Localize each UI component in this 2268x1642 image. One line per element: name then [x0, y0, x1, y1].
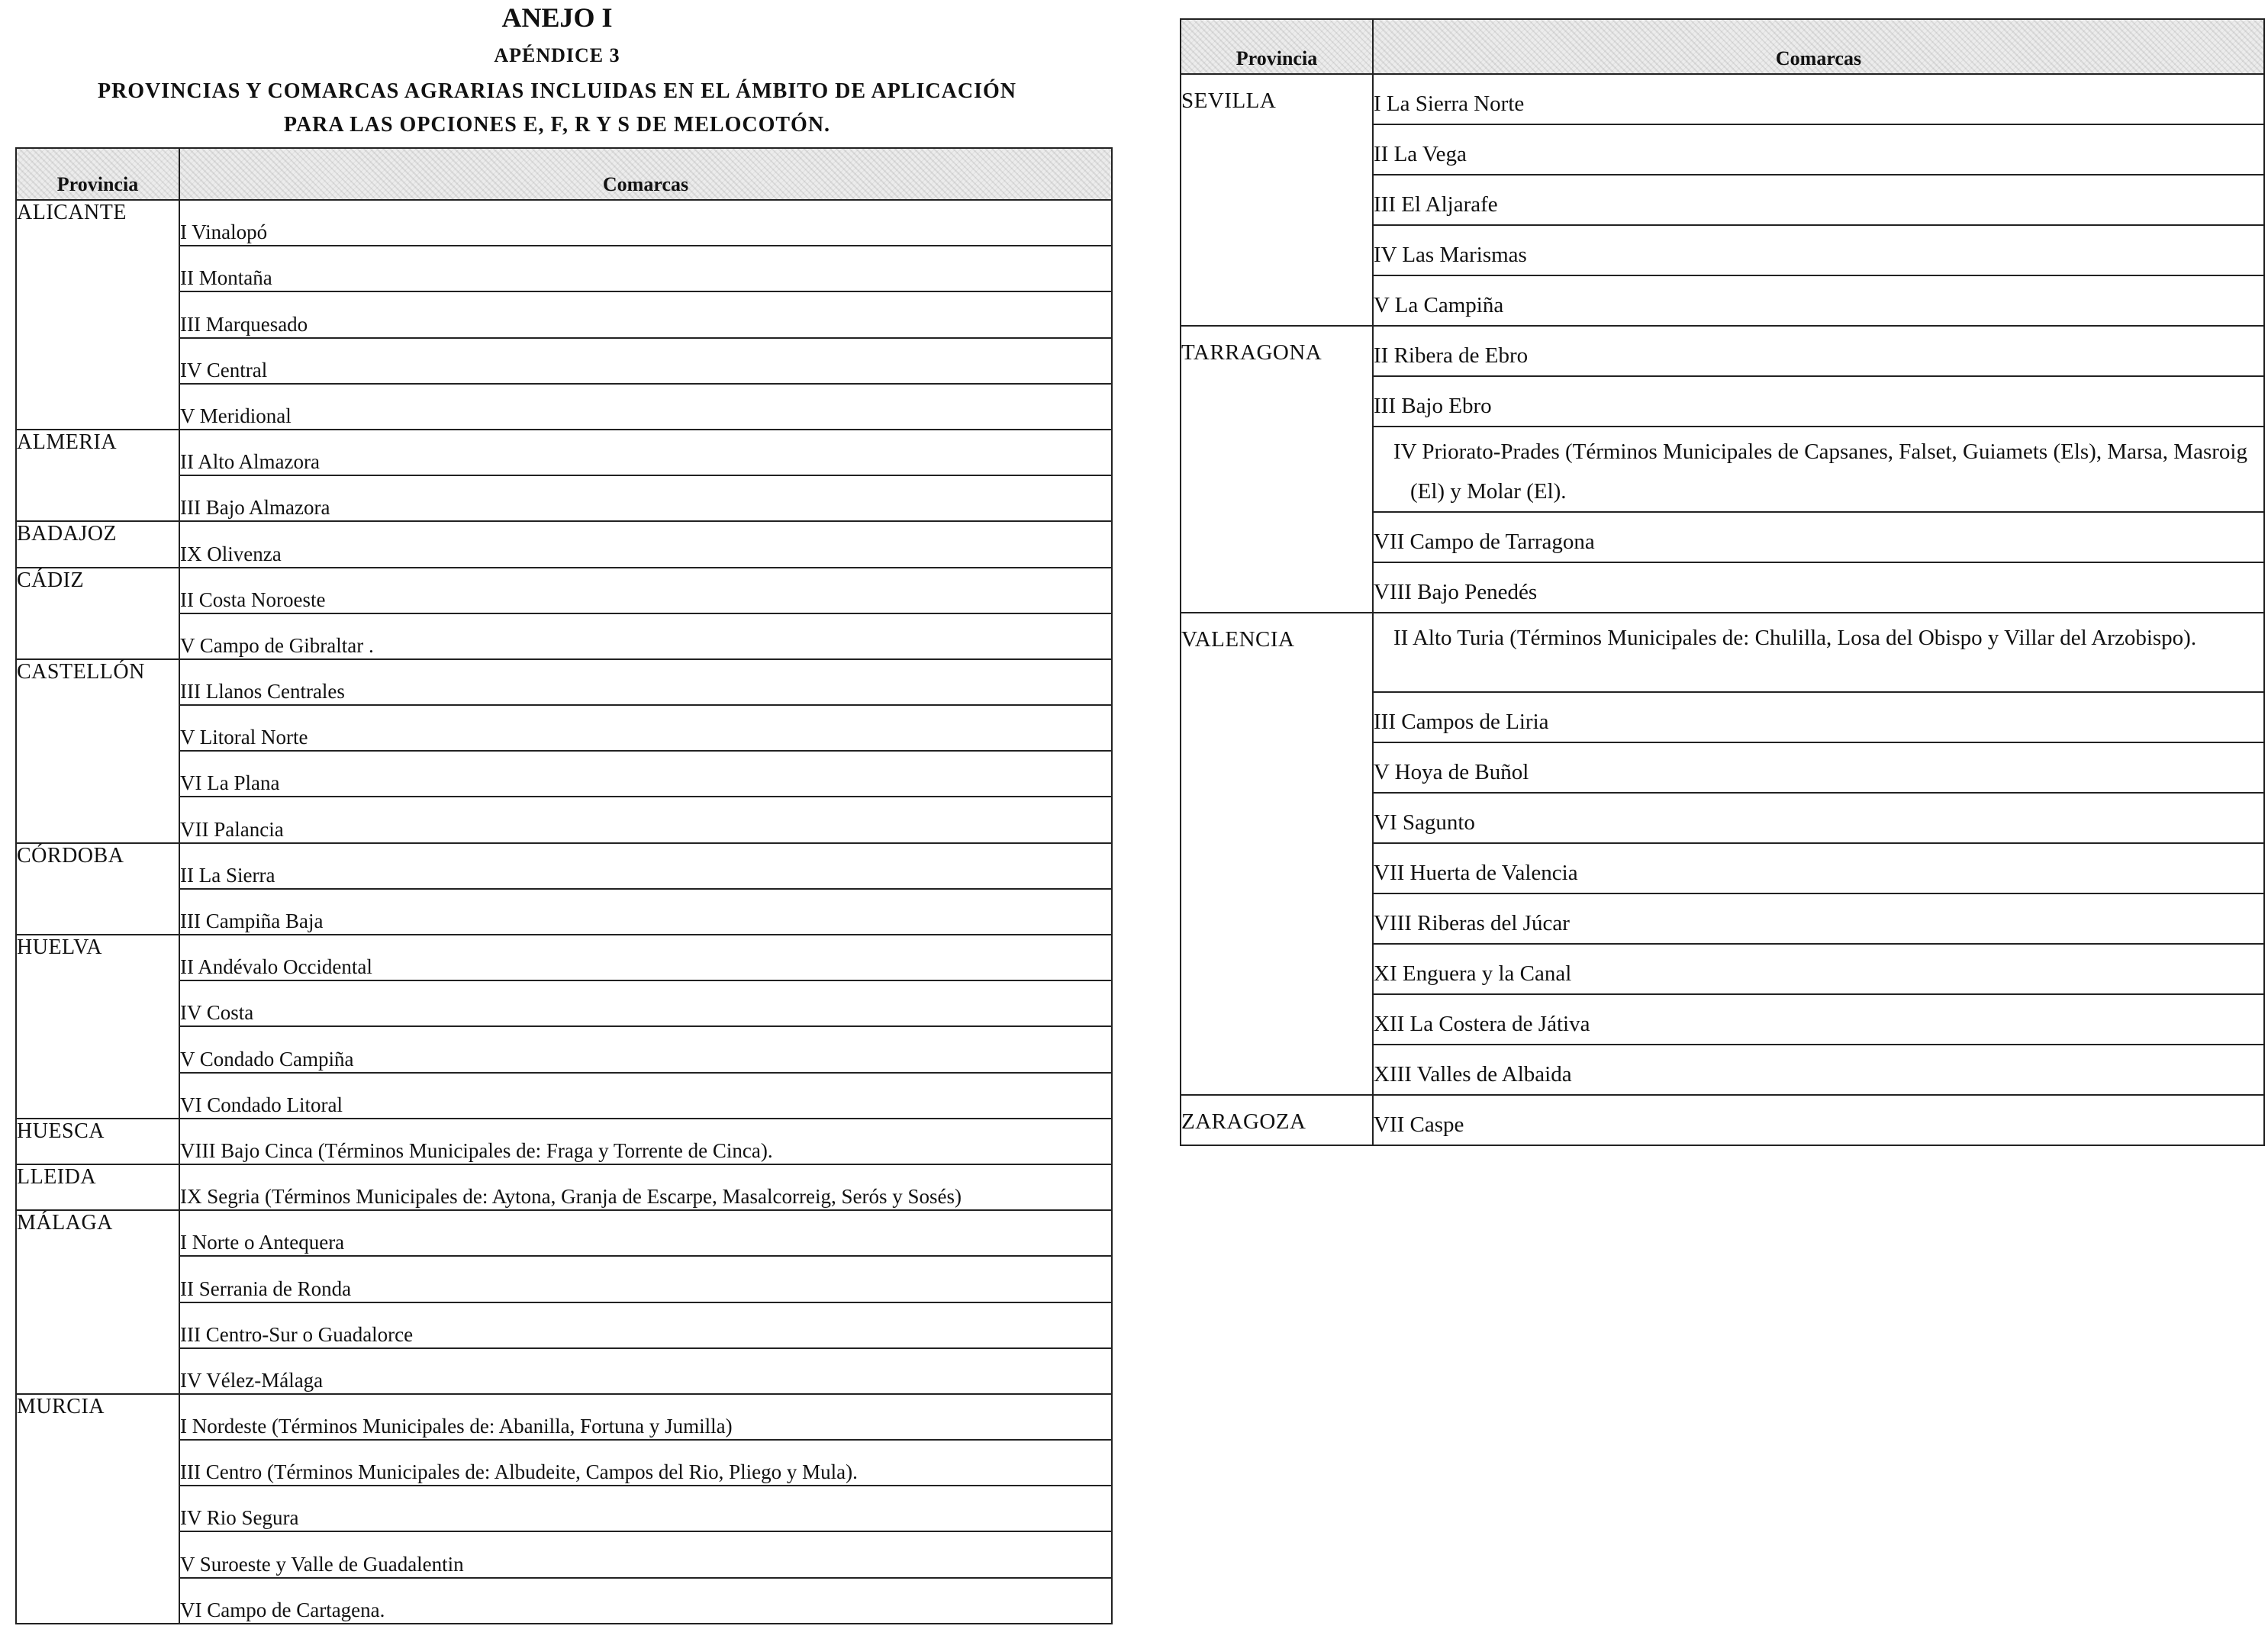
document-title-line-2: PARA LAS OPCIONES E, F, R Y S DE MELOCOTÓN. [283, 113, 831, 137]
column-header-provincia: Provincia [1181, 19, 1373, 74]
comarca-cell: V Suroeste y Valle de Guadalentin [179, 1531, 1112, 1577]
provincia-cell: HUESCA [16, 1119, 179, 1164]
comarca-cell: I La Sierra Norte [1373, 74, 2264, 124]
apendice-title: APÉNDICE 3 [494, 44, 620, 66]
table-row [16, 1486, 1112, 1531]
table-row [16, 797, 1112, 842]
comarca-cell: VI Condado Litoral [179, 1073, 1112, 1119]
table-row [16, 1073, 1112, 1119]
provincia-cell: MURCIA [16, 1394, 179, 1624]
table-row [16, 246, 1112, 291]
comarca-cell: I Vinalopó [179, 200, 1112, 246]
table-row [16, 1578, 1112, 1624]
provincia-cell: CASTELLÓN [16, 659, 179, 843]
provincia-cell: LLEIDA [16, 1164, 179, 1210]
table-row [16, 1348, 1112, 1394]
provincia-cell: CÓRDOBA [16, 843, 179, 935]
comarca-cell: V Campo de Gibraltar . [179, 613, 1112, 659]
table-row [16, 705, 1112, 751]
provinces-table-right [1180, 18, 2265, 1146]
provincia-cell: TARRAGONA [1181, 326, 1373, 613]
comarca-cell: II Alto Turia (Términos Municipales de: Chulilla, Losa del Obispo y Villar del Arzobispo). [1373, 613, 2264, 692]
table-row [16, 613, 1112, 659]
column-header-provincia: Provincia [16, 148, 179, 200]
table-row [1181, 74, 2264, 124]
column-header-comarcas: Comarcas [1373, 19, 2264, 74]
comarca-cell: III Llanos Centrales [179, 659, 1112, 705]
comarca-cell: II Costa Noroeste [179, 568, 1112, 613]
comarca-cell: V Hoya de Buñol [1373, 742, 2264, 793]
provincia-cell: MÁLAGA [16, 1210, 179, 1394]
comarca-cell: IX Segria (Términos Municipales de: Aytona, Granja de Escarpe, Masalcorreig, Serós y Sosés) [179, 1164, 1112, 1210]
provincia-cell: BADAJOZ [16, 521, 179, 567]
comarca-cell: IV Las Marismas [1373, 225, 2264, 275]
table-row [1181, 326, 2264, 376]
table-row [16, 980, 1112, 1026]
provincia-cell: CÁDIZ [16, 568, 179, 659]
comarca-cell: XIII Valles de Albaida [1373, 1045, 2264, 1095]
comarca-cell: VII Campo de Tarragona [1373, 512, 2264, 562]
comarca-cell: I Nordeste (Términos Municipales de: Abanilla, Fortuna y Jumilla) [179, 1394, 1112, 1440]
table-row [16, 475, 1112, 521]
table-row [16, 568, 1112, 613]
table-row [16, 1210, 1112, 1256]
comarca-cell: VIII Bajo Cinca (Términos Municipales de: Fraga y Torrente de Cinca). [179, 1119, 1112, 1164]
comarca-cell: IV Costa [179, 980, 1112, 1026]
anejo-title: ANEJO I [501, 2, 613, 33]
comarca-cell: VIII Bajo Penedés [1373, 562, 2264, 613]
comarca-cell: III Bajo Ebro [1373, 376, 2264, 427]
table-row [16, 291, 1112, 337]
provincia-cell: ALMERIA [16, 430, 179, 521]
comarca-cell: V Litoral Norte [179, 705, 1112, 751]
comarca-cell: VI La Plana [179, 751, 1112, 797]
provinces-table-left [15, 147, 1113, 1624]
table-row [16, 430, 1112, 475]
comarca-cell: IV Rio Segura [179, 1486, 1112, 1531]
provincia-cell: HUELVA [16, 935, 179, 1119]
table-row [16, 1256, 1112, 1302]
table-row [16, 843, 1112, 889]
provincia-cell: ALICANTE [16, 200, 179, 430]
table-row [16, 1119, 1112, 1164]
comarca-cell: II Montaña [179, 246, 1112, 291]
column-header-comarcas: Comarcas [179, 148, 1112, 200]
comarca-cell: III Centro-Sur o Guadalorce [179, 1302, 1112, 1348]
comarca-cell: IV Central [179, 338, 1112, 384]
table-row [16, 338, 1112, 384]
table-row [16, 1164, 1112, 1210]
table-row [16, 1531, 1112, 1577]
table-row [16, 1302, 1112, 1348]
table-row [16, 384, 1112, 430]
provincia-cell: VALENCIA [1181, 613, 1373, 1095]
provincia-cell: ZARAGOZA [1181, 1095, 1373, 1145]
table-row [1181, 1095, 2264, 1145]
table-row [16, 521, 1112, 567]
comarca-cell: V La Campiña [1373, 275, 2264, 326]
comarca-cell: VI Campo de Cartagena. [179, 1578, 1112, 1624]
comarca-cell: VIII Riberas del Júcar [1373, 893, 2264, 944]
comarca-cell: IV Priorato-Prades (Términos Municipales de Capsanes, Falset, Guiamets (Els), Marsa, Masroig (El) y Molar (El). [1373, 427, 2264, 512]
comarca-cell: III Campos de Liria [1373, 692, 2264, 742]
table-row [16, 889, 1112, 935]
comarca-cell: XI Enguera y la Canal [1373, 944, 2264, 994]
comarca-cell: VII Palancia [179, 797, 1112, 842]
table-row [16, 1440, 1112, 1486]
comarca-cell: III Marquesado [179, 291, 1112, 337]
comarca-cell: II La Sierra [179, 843, 1112, 889]
comarca-cell: V Condado Campiña [179, 1026, 1112, 1072]
comarca-cell: III Campiña Baja [179, 889, 1112, 935]
table-row [16, 935, 1112, 980]
table-row [16, 1026, 1112, 1072]
comarca-cell: IV Vélez-Málaga [179, 1348, 1112, 1394]
comarca-cell: III Centro (Términos Municipales de: Albudeite, Campos del Rio, Pliego y Mula). [179, 1440, 1112, 1486]
comarca-cell: IX Olivenza [179, 521, 1112, 567]
comarca-cell: III El Aljarafe [1373, 175, 2264, 225]
comarca-cell: II Serrania de Ronda [179, 1256, 1112, 1302]
comarca-cell: XII La Costera de Játiva [1373, 994, 2264, 1045]
comarca-cell: VI Sagunto [1373, 793, 2264, 843]
table-row [16, 751, 1112, 797]
table-row [16, 659, 1112, 705]
table-row [1181, 613, 2264, 692]
comarca-cell: II La Vega [1373, 124, 2264, 175]
comarca-cell: II Ribera de Ebro [1373, 326, 2264, 376]
document-title-line-1: PROVINCIAS Y COMARCAS AGRARIAS INCLUIDAS EN EL ÁMBITO DE APLICACIÓN [97, 79, 1016, 103]
comarca-cell: VII Huerta de Valencia [1373, 843, 2264, 893]
comarca-cell: II Alto Almazora [179, 430, 1112, 475]
comarca-cell: III Bajo Almazora [179, 475, 1112, 521]
comarca-cell: VII Caspe [1373, 1095, 2264, 1145]
comarca-cell: I Norte o Antequera [179, 1210, 1112, 1256]
provincia-cell: SEVILLA [1181, 74, 1373, 326]
comarca-cell: II Andévalo Occidental [179, 935, 1112, 980]
table-row [16, 200, 1112, 246]
table-row [16, 1394, 1112, 1440]
comarca-cell: V Meridional [179, 384, 1112, 430]
